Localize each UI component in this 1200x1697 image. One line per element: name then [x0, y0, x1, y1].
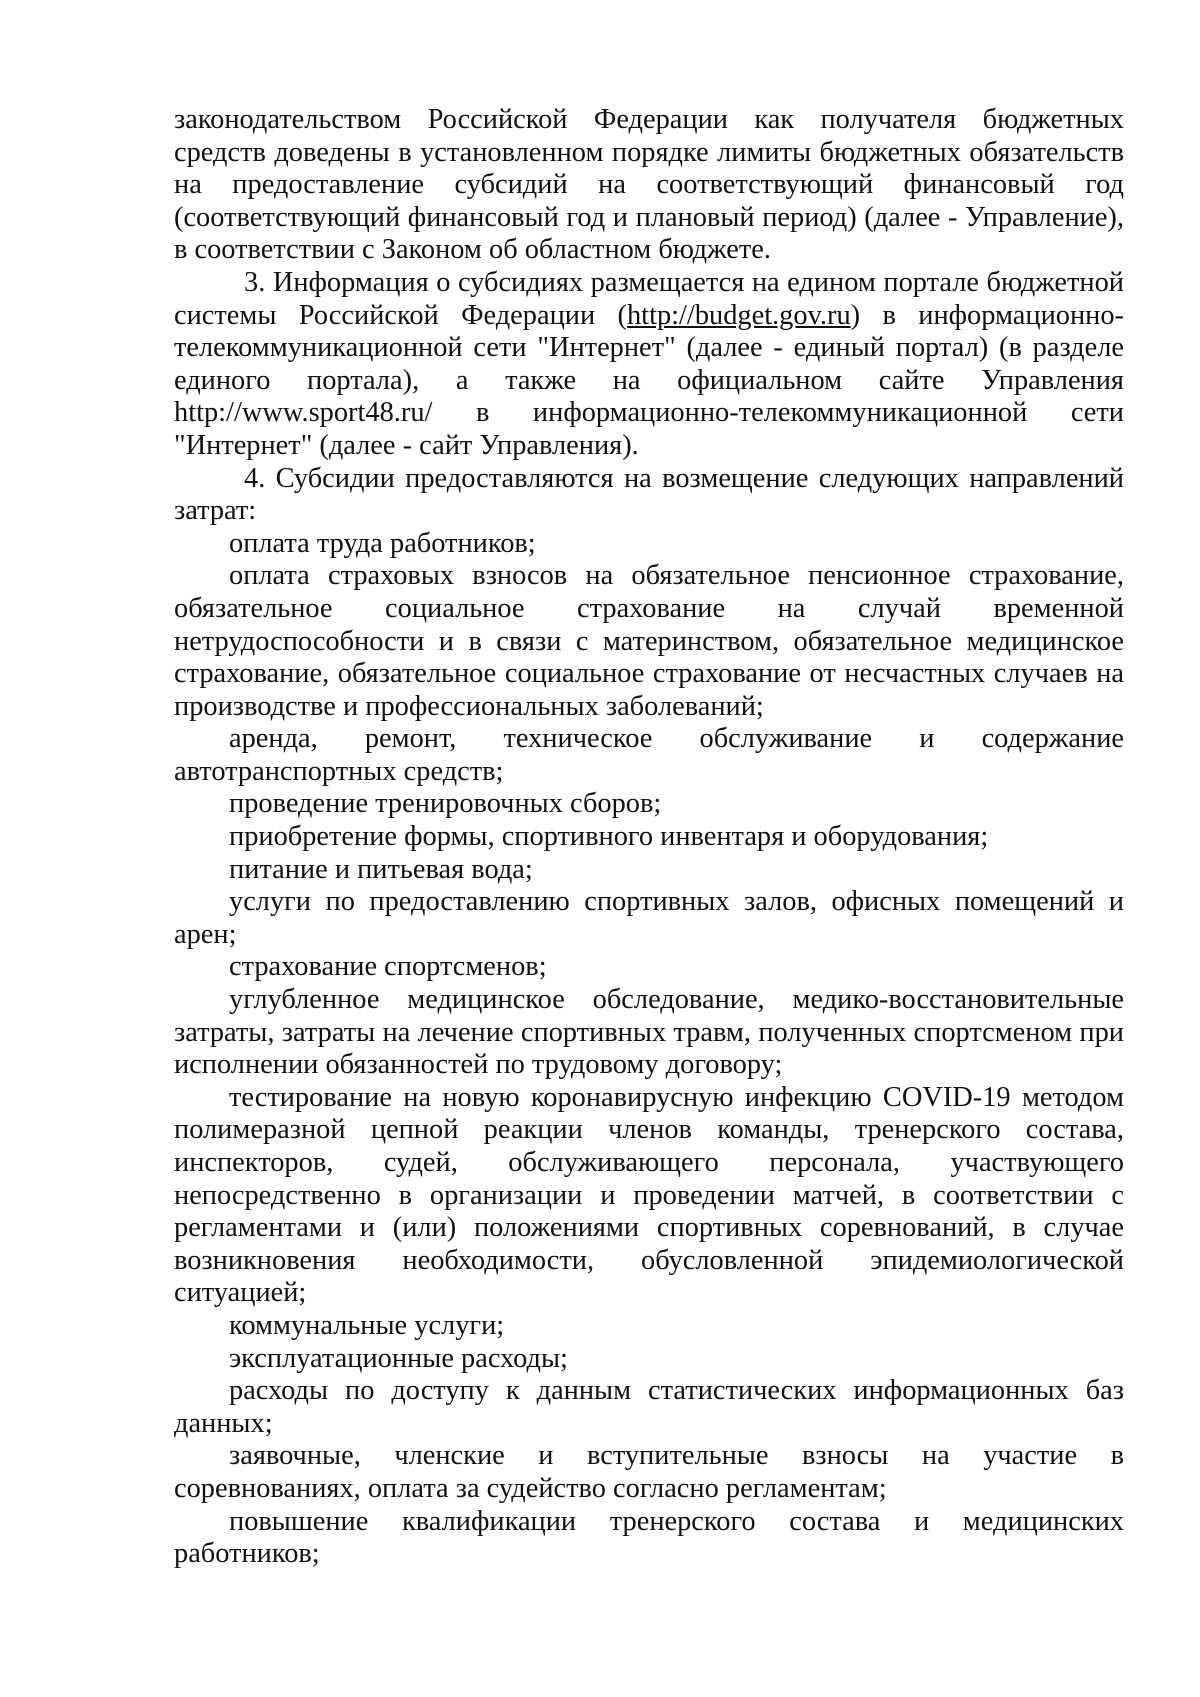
list-item-insurance-contributions: оплата страховых взносов на обязательное пенсионное страхование, обязательное социальное страхование на случай временной нетрудоспособности и в связи с материнством, обязательное медицинское страхование, обязательное социальное страхование от несчастных случаев на производстве и профессиональных заболеваний;	[174, 560, 1124, 722]
list-item-qualification: повышение квалификации тренерского состава и медицинских работников;	[174, 1505, 1124, 1570]
list-item-labor-payment: оплата труда работников;	[229, 527, 536, 559]
list-item-utilities: коммунальные услуги;	[229, 1309, 505, 1341]
paragraph-3-text-after: ) в информационно-телекоммуникационной сети "Интернет" (далее - единый портал) (в разделе единого портала), а также на официальном сайте Управления http://www.sport48.ru/ в информационно-телекоммуникационной сети "Интернет" (далее - сайт Управления).	[174, 299, 1124, 461]
list-item-medical-examination: углубленное медицинское обследование, медико-восстановительные затраты, затраты на лечение спортивных травм, полученных спортсменом при исполнении обязанностей по трудовому договору;	[174, 984, 1124, 1081]
list-item-facilities: услуги по предоставлению спортивных залов, офисных помещений и арен;	[174, 886, 1124, 950]
list-item-vehicles: аренда, ремонт, техническое обслуживание и содержание автотранспортных средств;	[174, 723, 1124, 787]
list-item-operating-expenses: эксплуатационные расходы;	[229, 1342, 568, 1374]
list-item-database-access: расходы по доступу к данным статистических информационных баз данных;	[174, 1375, 1124, 1439]
paragraph-4-subsidies: 4. Субсидии предоставляются на возмещение следующих направлений затрат:	[174, 462, 1124, 527]
budget-portal-link[interactable]: http://budget.gov.ru	[626, 299, 851, 331]
list-item-food-water: питание и питьевая вода;	[229, 853, 533, 885]
paragraph-3-information	[174, 267, 1124, 463]
paragraph-3-text-before: 3. Информация о субсидиях размещается на едином портале бюджетной системы Российской Федерации (	[174, 266, 1124, 331]
document-page	[174, 104, 1124, 1571]
list-item-athlete-insurance: страхование спортсменов;	[229, 951, 547, 983]
list-item-covid-testing: тестирование на новую коронавирусную инфекцию COVID-19 методом полимеразной цепной реакции членов команды, тренерского состава, инспекторов, судей, обслуживающего персонала, участвующего непосредственно в организации и проведении матчей, в соответствии с регламентами и (или) положениями спортивных соревнований, в случае возникновения необходимости, обусловленной эпидемиологической ситуацией;	[174, 1081, 1124, 1309]
list-item-training-camps: проведение тренировочных сборов;	[229, 788, 662, 820]
list-item-entry-fees: заявочные, членские и вступительные взносы на участие в соревнованиях, оплата за судейство согласно регламентам;	[174, 1440, 1124, 1504]
list-item-equipment: приобретение формы, спортивного инвентаря и оборудования;	[229, 821, 989, 853]
paragraph-management-definition: законодательством Российской Федерации как получателя бюджетных средств доведены в установленном порядке лимиты бюджетных обязательств на предоставление субсидий на соответствующий финансовый год (соответствующий финансовый год и плановый период) (далее - Управление), в соответствии с Законом об областном бюджете.	[174, 104, 1124, 266]
